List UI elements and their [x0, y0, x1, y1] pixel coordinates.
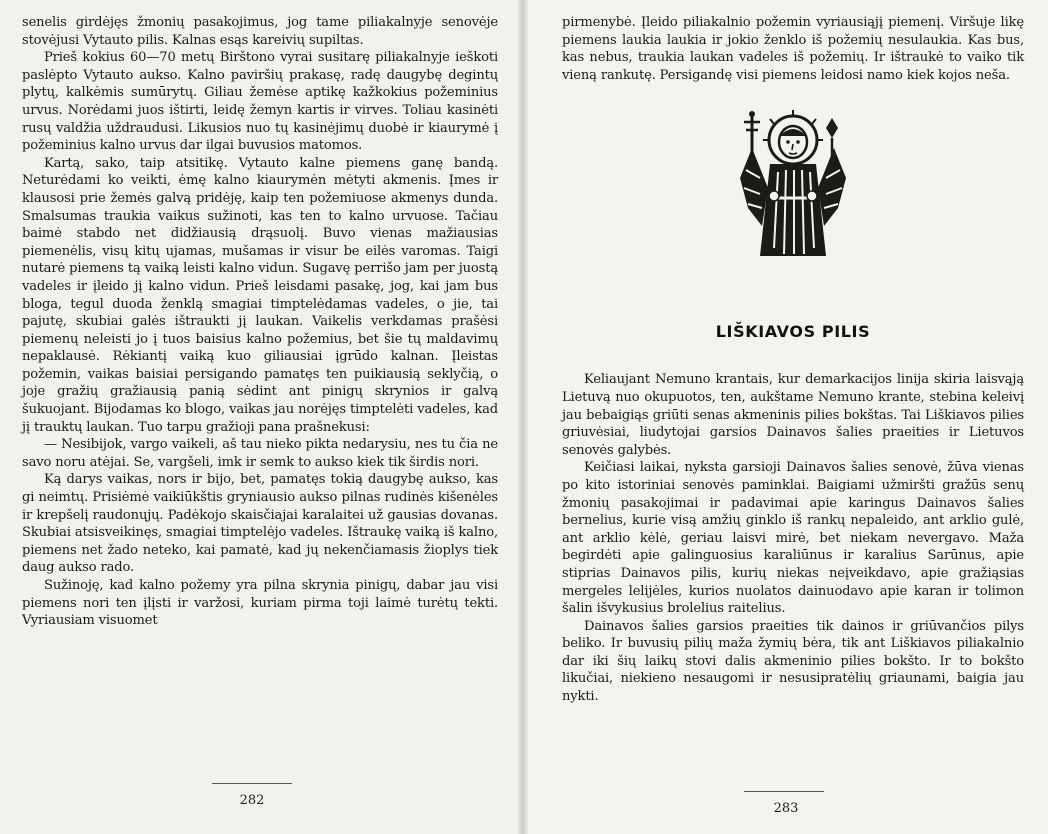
paragraph: pirmenybė. Įleido piliakalnio požemin vyriausiąjį piemenį. Viršuje likę piemens laukia laukia ir jokio ženklo iš požemių nesulaukia. Kas bus, kas nebus, traukia laukan vadeles iš požemių. Ir ištraukė to vaiko tik vieną rankutę. Persigandę visi piemens leidosi namo kiek kojos neša. [562, 15, 1024, 83]
paragraph: Keliaujant Nemuno krantais, kur demarkacijos linija skiria laisvąją Lietuvą nuo okupuotos, ten, aukštame Nemuno krante, stebina keleivį jau bebaigiąs griūti senas akmeninis pilies bokštas. Tai Liškiavos pilies griuvėsiai, liudytojai garsios Dainavos šalies praeities ir Lietuvos senovės galybės. [562, 372, 1024, 458]
left-page-text [22, 14, 498, 630]
spacer [562, 258, 1024, 322]
page-number: 283 [773, 801, 799, 816]
right-page-text [562, 371, 1024, 705]
angel-woodcut-icon [734, 108, 852, 258]
page-number-rule [744, 791, 824, 792]
chapter-heading: LIŠKIAVOS PILIS [715, 322, 871, 342]
paragraph: Ką darys vaikas, nors ir bijo, bet, pamatęs tokią daugybę aukso, kas gi neimtų. Prisiėmė vaikiūkštis gryniausio aukso pilnas rudinės kišenėles ir krepšelį raudonųjų. Padėkojo skaisčiajai karalaitei už gausias dovanas. Skubiai atsisveikinęs, smagiai timptelėjo vadeles. Ištraukę vaiką iš kalno, piemens net žado neteko, kai pamatė, kad jų nekenčiamasis žioplys tiek daug aukso rado. [22, 472, 498, 576]
paragraph: Prieš kokius 60—70 metų Birštono vyrai susitarę piliakalnyje ieškoti paslėpto Vytauto aukso. Kalno paviršių prakasę, radę daugybę degintų plytų, kalkėmis sumūrytų. Giliau žemėse aptikę kažkokius požeminius urvus. Norėdami juos ištirti, leidę žemyn kartis ir virves. Toliau kasinėti rusų valdžia uždraudusi. Likusios nuo tų kasinėjimų duobė ir kiaurymė į požeminius kalno urvus dar ilgai buvusios matomos. [22, 50, 498, 154]
paragraph: Kartą, sako, taip atsitikę. Vytauto kalne piemens ganę bandą. Neturėdami ko veikti, ėmę kalno kiaurymėn mėtyti akmenis. Įmes ir klausosi prie žemės galvą pridėję, kaip ten požemiuose akmenys dunda. Smalsumas traukia vaikus sužinoti, kas ten to kalno urvuose. Tačiau baimė stabdo net didžiausią drąsuolį. Buvo vienas mažiausias piemenėlis, visų kitų ujamas, mušamas ir visur be eilės varomas. Taigi nutarė piemens tą vaiką leisti kalno vidun. Sugavę perrišo jam per juostą vadeles ir įleido jį kalno vidun. Prieš leisdami pasakę, jog, kai jam bus bloga, tegul duoda ženklą smagiai timptelėdamas vadeles, o jie, tai pajutę, skubiai galės ištraukti jį laukan. Vaikelis verkdamas prašėsi piemenų neleisti jo į tuos baisius kalno požemius, bet šie tų maldavimų nepaklausė. Rėkiantį vaiką kuo giliausiai įgrūdo kalnan. Įleistas požemin, vaikas baisiai persigando pamatęs ten puikiausią seklyčią, o joje gražių gražiausią panią sėdint ant pinigų skrynios ir galvą šukuojant. Bijodamas ko blogo, vaikas jau norėjęs timptelėti vadeles, kad jį trauktų laukan. Tuo tarpu gražioji pana prašnekusi: [22, 155, 498, 435]
paragraph: — Nesibijok, vargo vaikeli, aš tau nieko pikta nedarysiu, nes tu čia ne savo noru atėjai. Se, vargšeli, imk ir semk to aukso kiek tik širdis nori. [22, 437, 498, 470]
right-page [522, 0, 1048, 834]
paragraph: Dainavos šalies garsios praeities tik dainos ir griūvančios pilys beliko. Ir buvusių pilių maža žymių bėra, tik ant Liškiavos piliakalnio dar iki šių laikų stovi dalis akmeninio pilies bokšto. Ir to bokšto likučiai, niekieno nesaugomi ir nesusipratėlių griaunami, baigia jau nykti. [562, 618, 1024, 705]
spacer [562, 341, 1024, 371]
page-number-rule [212, 783, 292, 784]
paragraph: Keičiasi laikai, nyksta garsioji Dainavos šalies senovė, žūva vienas po kito istoriniai senovės paminklai. Baigiami užmiršti gražūs senų žmonių pasakojimai ir padavimai apie karingus Dainavos šalies bernelius, kurie visą amžių ginklo iš rankų nepaleido, ant arklio gulė, ant arklio kėlė, geriau laisvi mirė, bet niekam nevergavo. Maža begirdėti apie galinguosius karaliūnus ir karalius Sarūnus, apie stiprias Dainavos pilis, kurių niekas neįveikdavo, apie gražiąsias mergeles lelijėles, kurios nuolatos dainuodavo apie karan ir tolimon šalin išvykusius brolelius raitelius. [562, 460, 1024, 617]
paragraph: Sužinoję, kad kalno požemy yra pilna skrynia pinigų, dabar jau visi piemens nori ten įlįsti ir varžosi, kuriam pirma toji laimė turėtų tekti. Vyriausiam visuomet [22, 578, 498, 629]
paragraph: senelis girdėjęs žmonių pasakojimus, jog tame piliakalnyje senovėje stovėjusi Vytauto pilis. Kalnas esąs kareivių supiltas. [22, 15, 498, 48]
left-page [0, 0, 522, 834]
book-gutter [518, 0, 528, 834]
page-number: 282 [239, 793, 265, 808]
right-page-text [562, 14, 1024, 84]
